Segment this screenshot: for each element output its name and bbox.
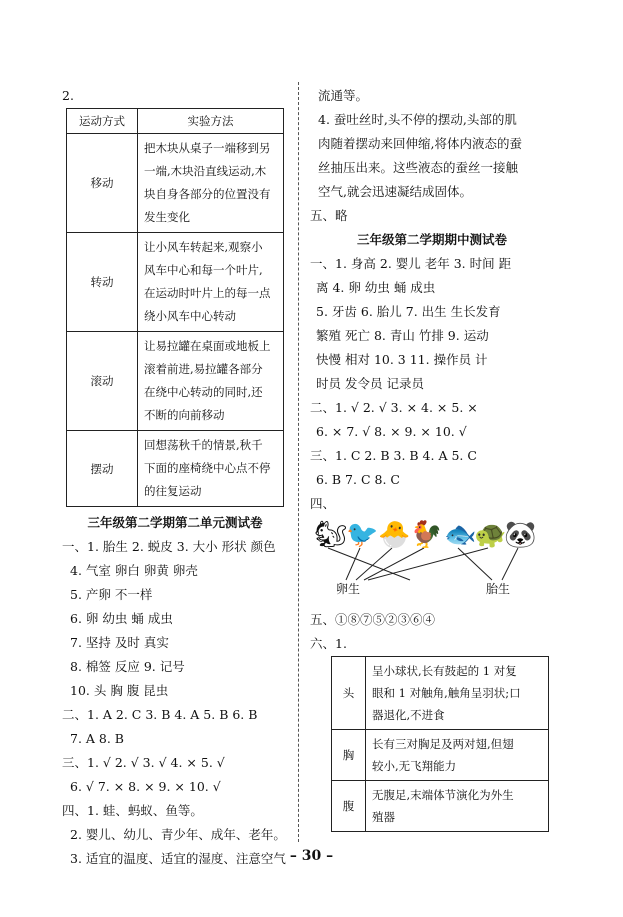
fish-icon: 🐟 <box>444 520 477 550</box>
answer-line: 6. √ 7. × 8. × 9. × 10. √ <box>70 779 221 794</box>
chick-icon: 🐣 <box>378 520 411 550</box>
table-cell-kind: 移动 <box>67 134 138 233</box>
table-cell-kind: 摆动 <box>67 431 138 507</box>
answer-line: 繁殖 死亡 8. 青山 竹排 9. 运动 <box>316 328 489 343</box>
answer-line: 六、1. <box>310 636 347 651</box>
table-cell-desc <box>366 730 549 781</box>
table-cell-part: 头 <box>332 657 366 730</box>
match-line <box>328 548 410 580</box>
table-row <box>332 730 549 781</box>
cell-line: 的往复运动 <box>144 484 202 498</box>
table-cell-kind: 滚动 <box>67 332 138 431</box>
table-row <box>332 781 549 832</box>
section-title: 三年级第二学期第二单元测试卷 <box>87 515 263 530</box>
table-cell-method <box>138 332 284 431</box>
cell-line: 不断的向前移动 <box>144 408 225 422</box>
table-cell-method <box>138 134 284 233</box>
match-line <box>364 548 424 580</box>
table-row <box>67 431 284 507</box>
insect-body-table <box>331 656 549 832</box>
right-column <box>310 84 554 832</box>
page-number: – 30 – <box>289 848 334 864</box>
rooster-icon: 🐓 <box>410 520 443 550</box>
answer-line: 6. × 7. √ 8. × 9. × 10. √ <box>316 424 467 439</box>
squirrel-icon: 🐿 <box>314 520 348 550</box>
answer-line: 4. 蚕吐丝时,头不停的摆动,头部的肌 <box>318 112 517 127</box>
answer-line: 二、1. √ 2. √ 3. × 4. × 5. × <box>310 400 478 415</box>
label-viviparous: 胎生 <box>486 582 511 596</box>
cell-line: 眼和 1 对触角,触角呈羽状;口 <box>372 686 521 700</box>
answer-line: 二、1. A 2. C 3. B 4. A 5. B 6. B <box>62 707 258 722</box>
bird-icon: 🐦 <box>346 520 379 550</box>
cell-line: 滚着前进,易拉罐各部分 <box>144 362 263 376</box>
cell-line: 在运动时叶片上的每一点 <box>144 286 271 300</box>
cell-line: 器退化,不进食 <box>372 708 445 722</box>
answer-line: 五、①⑧⑦⑤②③⑥④ <box>310 612 436 627</box>
cell-line: 让易拉罐在桌面或地板上 <box>144 339 271 353</box>
answer-line: 五、略 <box>310 208 348 223</box>
animal-matching-diagram <box>312 518 536 604</box>
cell-line: 下面的座椅绕中心点不停 <box>144 461 271 475</box>
answer-line: 6. B 7. C 8. C <box>316 472 400 487</box>
answer-line: 空气,就会迅速凝结成固体。 <box>318 184 472 199</box>
motion-table <box>66 108 284 507</box>
cell-line: 把木块从桌子一端移到另 <box>144 141 271 155</box>
cell-line: 无腹足,末端体节演化为外生 <box>372 788 514 802</box>
table-header: 运动方式 <box>67 109 138 134</box>
answer-line: 10. 头 胸 腹 昆虫 <box>70 683 169 698</box>
table-cell-method <box>138 431 284 507</box>
answer-line: 5. 牙齿 6. 胎儿 7. 出生 生长发育 <box>316 304 501 319</box>
table-cell-part: 胸 <box>332 730 366 781</box>
table-row <box>67 233 284 332</box>
answer-line: 7. 坚持 及时 真实 <box>70 635 169 650</box>
left-column <box>62 84 288 871</box>
match-line <box>346 548 360 580</box>
answer-line: 2. 婴儿、幼儿、青少年、成年、老年。 <box>70 827 286 842</box>
match-line <box>502 548 518 580</box>
answer-line: 6. 卵 幼虫 蛹 成虫 <box>70 611 173 626</box>
table-cell-kind: 转动 <box>67 233 138 332</box>
answer-line: 流通等。 <box>318 88 369 103</box>
answer-line: 三、1. C 2. B 3. B 4. A 5. C <box>310 448 477 463</box>
cell-line: 块自身各部分的位置没有 <box>144 187 271 201</box>
column-divider <box>298 82 299 842</box>
turtle-icon: 🐢 <box>474 520 507 550</box>
question-label: 2. <box>62 88 74 103</box>
answer-line: 三、1. √ 2. √ 3. √ 4. × 5. √ <box>62 755 225 770</box>
table-row <box>67 134 284 233</box>
answer-line: 离 4. 卵 幼虫 蛹 成虫 <box>316 280 436 295</box>
cell-line: 一端,木块沿直线运动,木 <box>144 164 267 178</box>
answer-line: 肉随着摆动来回伸缩,将体内液态的蚕 <box>318 136 522 151</box>
answer-line: 时员 发令员 记录员 <box>316 376 424 391</box>
answer-line: 一、1. 胎生 2. 蜕皮 3. 大小 形状 颜色 <box>62 539 276 554</box>
answer-line: 7. A 8. B <box>70 731 124 746</box>
answer-line: 3. 适宜的温度、适宜的湿度、注意空气 <box>70 851 286 866</box>
cell-line: 让小风车转起来,观察小 <box>144 240 263 254</box>
cell-line: 发生变化 <box>144 210 190 224</box>
answer-line: 丝抽压出来。这些液态的蚕丝一接触 <box>318 160 519 175</box>
section-title: 三年级第二学期期中测试卷 <box>356 232 507 247</box>
cell-line: 风车中心和每一个叶片, <box>144 263 263 277</box>
cell-line: 呈小球状,长有鼓起的 1 对复 <box>372 664 517 678</box>
table-header: 实验方法 <box>138 109 284 134</box>
cell-line: 回想荡秋千的情景,秋千 <box>144 438 263 452</box>
label-oviparous: 卵生 <box>336 582 361 596</box>
cell-line: 殖器 <box>372 810 395 824</box>
table-cell-method <box>138 233 284 332</box>
answer-line: 快慢 相对 10. 3 11. 操作员 计 <box>316 352 488 367</box>
table-row <box>332 657 549 730</box>
answer-line: 4. 气室 卵白 卵黄 卵壳 <box>70 563 198 578</box>
table-cell-desc <box>366 657 549 730</box>
table-row <box>67 332 284 431</box>
answer-line: 8. 棉签 反应 9. 记号 <box>70 659 185 674</box>
table-cell-desc <box>366 781 549 832</box>
cell-line: 长有三对胸足及两对翅,但翅 <box>372 737 514 751</box>
match-line <box>458 548 492 580</box>
answer-line: 四、1. 蛙、蚂蚁、鱼等。 <box>62 803 203 818</box>
cell-line: 在绕中心转动的同时,还 <box>144 385 263 399</box>
table-cell-part: 腹 <box>332 781 366 832</box>
answer-line: 一、1. 身高 2. 婴儿 老年 3. 时间 距 <box>310 256 512 271</box>
panda-icon: 🐼 <box>504 520 537 550</box>
answer-line: 四、 <box>310 496 336 511</box>
answer-line: 5. 产卵 不一样 <box>70 587 153 602</box>
cell-line: 绕小风车中心转动 <box>144 309 236 323</box>
cell-line: 较小,无飞翔能力 <box>372 759 457 773</box>
table-header-row <box>67 109 284 134</box>
